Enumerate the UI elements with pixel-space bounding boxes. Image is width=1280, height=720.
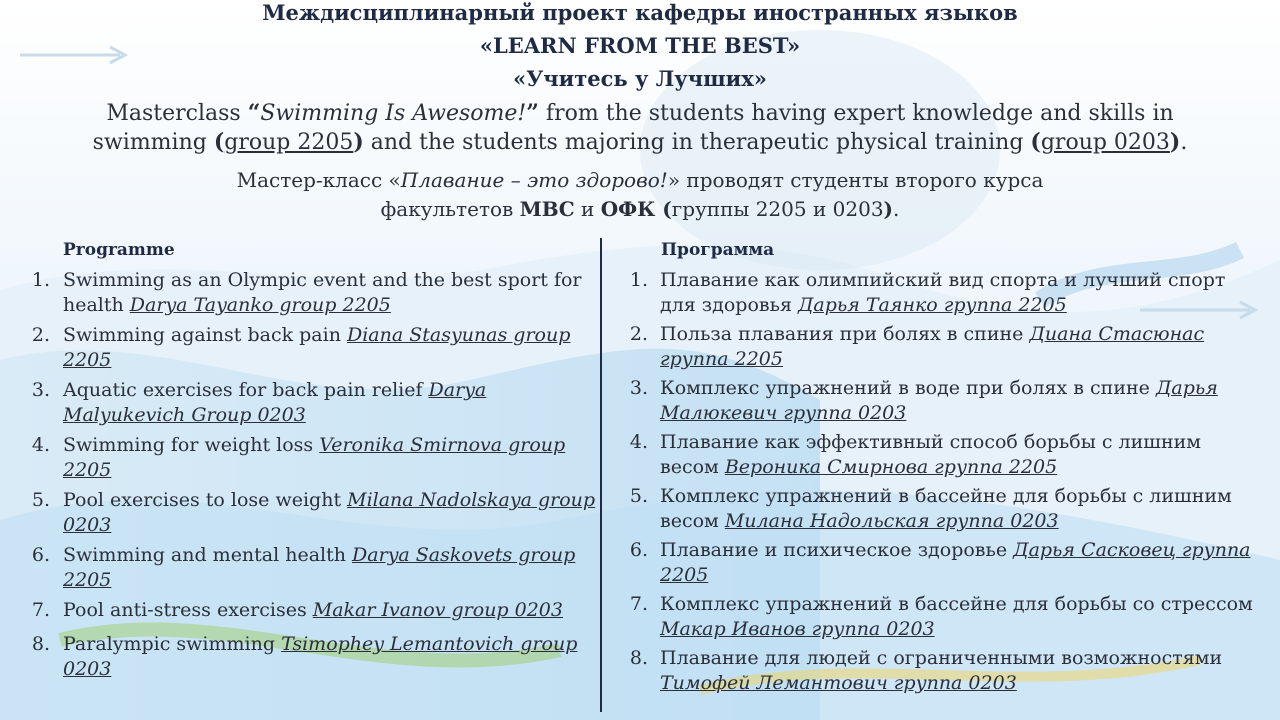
item-author-link[interactable]: Diana Stasyunas group 2205	[63, 324, 571, 371]
item-author-link[interactable]: Makar Ivanov group 0203	[312, 599, 563, 621]
intro-en-paren-open: (	[213, 129, 225, 155]
item-number: 8.	[31, 633, 50, 655]
item-author-link[interactable]: Дарья Сасковец группа 2205	[660, 539, 1251, 586]
item-number: 1.	[629, 269, 648, 291]
intro-en-text-4: and the students majoring in therapeutic physical training	[363, 130, 1031, 155]
item-topic: Pool anti-stress exercises	[63, 599, 313, 621]
intro-english	[40, 99, 1240, 157]
masterclass-title-en: Swimming Is Awesome!	[260, 101, 527, 126]
item-topic: Pool exercises to lose weight	[63, 489, 348, 511]
item-topic: Плавание и психическое здоровье	[660, 539, 1014, 561]
item-author-link[interactable]: Дарья Таянко группа 2205	[797, 294, 1067, 316]
faculty-ofk: ОФК	[600, 197, 656, 221]
header-line-3: «Учитесь у Лучших»	[513, 66, 767, 91]
intro-en-quote-close: ”	[526, 100, 539, 126]
item-author-link[interactable]: Макар Иванов группа 0203	[660, 618, 935, 640]
item-number: 5.	[31, 489, 50, 511]
item-number: 1.	[31, 269, 50, 291]
item-topic: Польза плавания при болях в спине	[660, 323, 1030, 345]
item-author-link[interactable]: Darya Tayanko group 2205	[129, 294, 391, 316]
intro-en-text-3: swimming	[92, 130, 214, 155]
intro-en-quote-open: “	[247, 100, 261, 126]
item-author-link[interactable]: Darya Saskovets group 2205	[63, 544, 576, 591]
intro-russian	[40, 166, 1240, 224]
item-number: 4.	[629, 431, 648, 453]
intro-en-paren-close: )	[353, 129, 364, 155]
programme-title-ru: Программа	[661, 240, 775, 260]
intro-ru-text-1: Мастер-класс «	[236, 168, 401, 192]
intro-en-text-2: from the students having expert knowledge and skills in	[538, 101, 1174, 126]
item-topic: Swimming for weight loss	[63, 434, 320, 456]
item-number: 6.	[31, 544, 50, 566]
header-line-2: «LEARN FROM THE BEST»	[479, 33, 801, 58]
header-line-1: Междисциплинарный проект кафедры иностранных языков	[262, 0, 1018, 25]
item-topic: Swimming as an Olympic event and the best sport for health	[63, 269, 582, 316]
item-author-link[interactable]: Veronika Smirnova group 2205	[63, 434, 566, 481]
item-author-link[interactable]: Darya Malyukevich Group 0203	[63, 379, 487, 426]
intro-ru-text-3: факультетов	[380, 197, 520, 221]
item-topic: Комплекс упражнений в воде при болях в спине	[660, 377, 1156, 399]
item-topic: Aquatic exercises for back pain relief	[63, 379, 429, 401]
column-divider	[600, 238, 602, 712]
intro-en-paren-open-2: (	[1030, 129, 1041, 155]
intro-en-period: .	[1180, 130, 1188, 155]
item-topic: Swimming and mental health	[63, 544, 353, 566]
intro-ru-text-5: группы 2205 и 0203	[671, 197, 884, 221]
intro-ru-text-4: и	[574, 197, 601, 221]
intro-ru-paren-open: (	[655, 197, 672, 221]
item-author-link[interactable]: Тимофей Лемантович группа 0203	[660, 672, 1017, 694]
item-author-link[interactable]: Диана Стасюнас группа 2205	[660, 323, 1205, 370]
intro-ru-period: .	[893, 197, 900, 221]
intro-ru-text-2: » проводят студенты второго курса	[667, 168, 1044, 192]
item-number: 6.	[629, 539, 648, 561]
masterclass-title-ru: Плавание – это здорово!	[400, 168, 668, 192]
item-author-link[interactable]: Вероника Смирнова группа 2205	[724, 456, 1058, 478]
item-number: 8.	[629, 647, 648, 669]
item-author-link[interactable]: Tsimophey Lemantovich group 0203	[63, 633, 578, 680]
item-topic: Комплекс упражнений в бассейне для борьбы со стрессом	[660, 593, 1253, 615]
item-topic: Paralympic swimming	[63, 633, 282, 655]
item-topic: Комплекс упражнений в бассейне для борьбы с лишним весом	[660, 485, 1232, 532]
item-number: 3.	[629, 377, 648, 399]
group-0203-link[interactable]: group 0203	[1040, 130, 1170, 155]
item-author-link[interactable]: Milana Nadolskaya group 0203	[63, 489, 596, 536]
item-topic: Плавание для людей с ограниченными возможностями	[660, 647, 1223, 669]
item-topic: Плавание как олимпийский вид спорта и лучший спорт для здоровья	[660, 269, 1226, 316]
item-number: 4.	[31, 434, 50, 456]
item-number: 5.	[629, 485, 648, 507]
item-topic: Swimming against back pain	[63, 324, 347, 346]
intro-en-text-1: Masterclass	[106, 101, 248, 126]
programme-title-en: Programme	[63, 240, 175, 260]
item-number: 7.	[31, 599, 50, 621]
item-topic: Плавание как эффективный способ борьбы с лишним весом	[660, 431, 1202, 478]
item-number: 2.	[31, 324, 50, 346]
item-author-link[interactable]: Милана Надольская группа 0203	[724, 510, 1059, 532]
item-number: 2.	[629, 323, 648, 345]
item-number: 3.	[31, 379, 50, 401]
faculty-mvs: МВС	[519, 197, 575, 221]
item-number: 7.	[629, 593, 648, 615]
item-author-link[interactable]: Дарья Малюкевич группа 0203	[660, 377, 1218, 424]
intro-en-paren-close-2: )	[1169, 129, 1181, 155]
group-2205-link[interactable]: group 2205	[224, 130, 354, 155]
intro-ru-paren-close: )	[883, 197, 894, 221]
